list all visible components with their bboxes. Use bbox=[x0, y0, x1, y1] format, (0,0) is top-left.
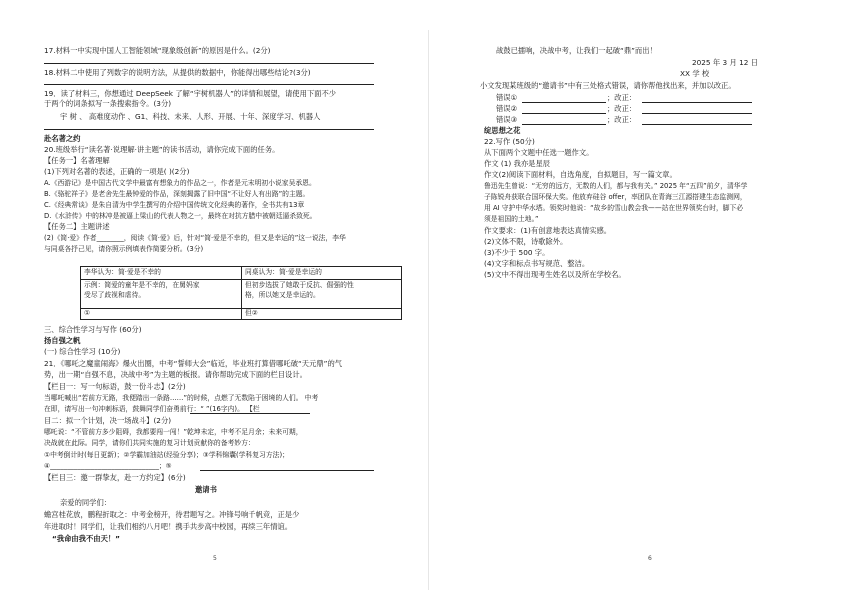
section-3-part-1: (一) 综合性学习 (10分) bbox=[44, 347, 121, 356]
essay-requirement-1: 作文要求：(1)有创意地表达真情实感。 bbox=[484, 226, 612, 235]
column-1-text-cont: 在即，请写出一句冲刺标语，鼓舞同学们奋勇前行：“ ”(16字内)。 【栏 bbox=[44, 405, 260, 413]
essay-option-2: 作文(2)阅读下面材料，自选角度，自拟题目，写一篇文章。 bbox=[484, 170, 677, 179]
right-page bbox=[430, 0, 860, 608]
task-2-question: (2)《简·爱》作者________，阅读《简·爱》后，针对“简·爱是不幸的，但又是幸运的”这一说法，李华 bbox=[44, 234, 346, 242]
page-number: 6 bbox=[648, 555, 652, 562]
slogan-blank[interactable] bbox=[190, 413, 310, 414]
fix-2-field[interactable] bbox=[642, 113, 752, 114]
invitation-greeting: 亲爱的同学们： bbox=[60, 498, 112, 507]
column-2-plans: ①中考倒计时(每日更新)；②学霸加油站(经验分享)；③学科锦囊(学科复习方法)； bbox=[44, 451, 289, 459]
task-1-title: 【任务一】名著理解 bbox=[44, 156, 110, 165]
table-header-right: 同桌认为：简·爱是幸运的 bbox=[245, 268, 322, 276]
table-example-left: 示例：简爱的童年是不幸的，在舅妈家 bbox=[84, 281, 200, 289]
fix-3-field[interactable] bbox=[642, 124, 752, 125]
question-19-cont: 于两个的词条拟写一条搜索指令。(3分) bbox=[44, 99, 172, 108]
table-example-right-cont: 格，所以她又是幸运的。 bbox=[245, 291, 320, 299]
error-2-label: 错误② bbox=[496, 104, 518, 113]
essay-requirement-4: (4)文字和标点书写规范、整洁。 bbox=[484, 259, 590, 268]
invitation-closing: 战鼓已擂响，决战中考，让我们一起破“鼎”而出！ bbox=[496, 46, 657, 55]
essay-requirement-5: (5)文中不得出现考生姓名以及所在学校名。 bbox=[484, 270, 626, 279]
section-3-subtitle: 扬自强之帆 bbox=[44, 336, 81, 345]
material-text-2: 子陈锐舟获联合国环保大奖。他放弃硅谷 offer，率团队在青海三江源搭建生态监测网， bbox=[484, 193, 747, 201]
column-2-text-cont: 决战就在此际。同学，请你们共同实施的复习计划贡献你的备考妙方： bbox=[44, 439, 255, 447]
plan-blank-5[interactable] bbox=[200, 470, 374, 471]
error-1-label: 错误① bbox=[496, 93, 518, 102]
invitation-motto: “我命由我不由天！” bbox=[52, 534, 120, 543]
fix-1-field[interactable] bbox=[642, 102, 752, 103]
page-number: 5 bbox=[213, 555, 217, 562]
question-19: 19．读了材料三，你想通过 DeepSeek 了解“宇树机器人”的详情和展望，请使用下面不少 bbox=[44, 89, 337, 98]
task-2-title: 【任务二】主题讲述 bbox=[44, 222, 110, 231]
section-title: 赴名著之约 bbox=[44, 134, 81, 143]
material-text-4: 须是祖国的土地。” bbox=[484, 215, 539, 223]
column-2-plan-blanks[interactable]: ④________________________________；⑤ bbox=[44, 462, 172, 470]
error-question: 小文发现某班级的“邀请书”中有三处格式错误，请你帮他找出来，并加以改正。 bbox=[480, 81, 736, 90]
option-a: A.《西游记》是中国古代文学中最富有想象力的作品之一，作者是元末明初小说家吴承恩。 bbox=[44, 179, 316, 187]
table-blank-left[interactable]: ① bbox=[84, 309, 91, 317]
fix-2-label: ；改正： bbox=[607, 104, 637, 113]
column-2-text: 哪吒说：“不管前方多少阻碍，我都要闯一闯！”乾坤未定，中考不足月余；未来可期， bbox=[44, 428, 303, 436]
option-c: C.《经典常谈》是朱自清为中学生撰写的介绍中国传统文化经典的著作，全书共有13章 bbox=[44, 201, 305, 209]
question-22-instruction: 从下面两个文题中任选一题作文。 bbox=[484, 148, 594, 157]
essay-option-1: 作文 (1) 我亦是星辰 bbox=[484, 159, 551, 168]
task-2-question-cont: 与同桌各抒己见，请你照示例填表作简要分析。(3分) bbox=[44, 245, 204, 253]
material-text-3: 用 AI 守护中华水塔。领奖时他说：“故乡的雪山教会我——站在世界领奖台时，脚下必 bbox=[484, 204, 744, 212]
table-example-right: 但初步选拔了她敢于反抗、倔强的性 bbox=[245, 281, 354, 289]
section-title: 绽思想之花 bbox=[484, 126, 521, 135]
task-1-question: (1)下列对名著的表述，正确的一项是( )(2分) bbox=[44, 167, 190, 176]
option-b: B.《骆驼祥子》是老舍先生最钟爱的作品，深刻揭露了旧中国“不让好人有出路”的主题。 bbox=[44, 190, 310, 198]
essay-requirement-2: (2)文体不限，诗歌除外。 bbox=[484, 237, 568, 246]
table-example-left-cont: 受尽了歧视和虐待。 bbox=[84, 291, 146, 299]
fix-1-label: ；改正： bbox=[607, 93, 637, 102]
question-18: 18.材料二中使用了列数字的说明方法，从提供的数据中，你能得出哪些结论?(3分) bbox=[44, 68, 311, 77]
answer-line[interactable] bbox=[44, 84, 374, 85]
answer-line[interactable] bbox=[44, 63, 374, 64]
error-3-label: 错误③ bbox=[496, 115, 518, 124]
error-2-field[interactable] bbox=[522, 113, 606, 114]
question-21: 21．《哪吒之魔童闹海》爆火出圈，中考“誓师大会”临近，毕业班打算借哪吒破“天元鼎”的气 bbox=[44, 359, 343, 368]
invitation-title: 邀请书 bbox=[195, 485, 217, 494]
invitation-signature: XX 学 校 bbox=[680, 69, 710, 78]
invitation-date: 2025 年 3 月 12 日 bbox=[692, 58, 758, 67]
material-text: 鲁迅先生曾说：“无穷的远方，无数的人们，都与我有关。” 2025 年“五四”前夕，清华学 bbox=[484, 182, 748, 190]
table-header-left: 李华认为：简·爱是不幸的 bbox=[84, 268, 161, 276]
question-21-cont: 势，出一期“自强不息，决战中考”为主题的板报。请你帮助完成下面的栏目设计。 bbox=[44, 370, 307, 379]
column-1-title: 【栏目一：写一句标语，鼓一份斗志】(2分) bbox=[44, 382, 186, 391]
question-17: 17.材料一中实现中国人工智能领域“现象级创新”的原因是什么。(2分) bbox=[44, 46, 271, 55]
invitation-body: 蟾宫桂花放，鹏程折取之：中考金榜开，待君题写之。冲锋号响千帆竞，正是少 bbox=[44, 510, 300, 519]
column-2-title: 目二：拟一个计划，决一场战斗】(2分) bbox=[44, 416, 172, 425]
invitation-body-cont: 年进取时！同学们，让我们相约八月吧！携手共步高中校园，再续三年情谊。 bbox=[44, 522, 293, 531]
table-blank-right[interactable]: 但② bbox=[245, 309, 258, 317]
section-3-title: 三、综合性学习与写作 (60分) bbox=[44, 325, 142, 334]
error-3-field[interactable] bbox=[522, 124, 606, 125]
essay-requirement-3: (3)不少于 500 字。 bbox=[484, 248, 550, 257]
error-1-field[interactable] bbox=[522, 102, 606, 103]
question-19-words: 宇 树 、 高难度动作 、G1、科技、未来、人形、开展、十年、深度学习、机器人 bbox=[60, 112, 321, 121]
question-22: 22.写作 (50分) bbox=[484, 137, 535, 146]
option-d: D.《水浒传》中的林冲是被逼上梁山的代表人物之一，最终在对抗方腊中被朝廷逼杀致死。 bbox=[44, 212, 317, 220]
answer-line[interactable] bbox=[44, 129, 374, 130]
question-20: 20.班级举行“读名著·说理解·讲主题”的读书活动，请你完成下面的任务。 bbox=[44, 145, 280, 154]
fix-3-label: ；改正： bbox=[607, 115, 637, 124]
analysis-table bbox=[80, 266, 402, 320]
column-3-title: 【栏目三：邀一群挚友，赴一方约定】(6分) bbox=[44, 473, 186, 482]
column-1-text: 当哪吒喊出“若前方无路，我便踏出一条路……”的时候，点燃了无数陷于困境的人们。 中考 bbox=[44, 394, 319, 402]
